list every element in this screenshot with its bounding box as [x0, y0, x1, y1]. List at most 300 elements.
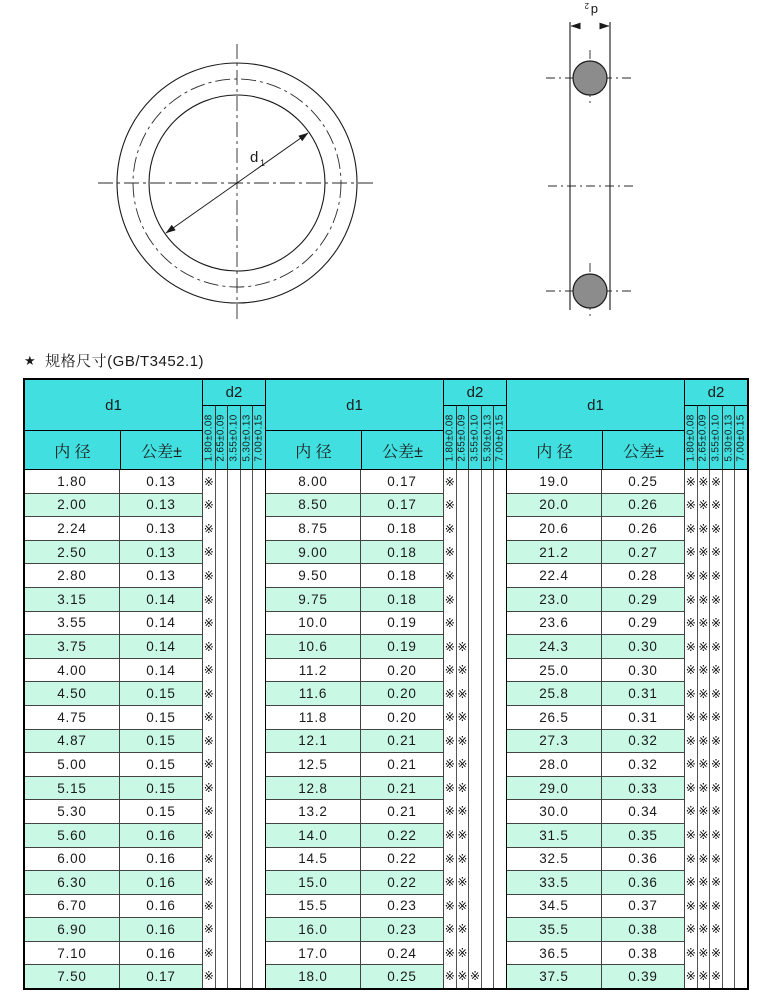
empty-mark-slot — [216, 941, 228, 965]
availability-mark: ※ — [698, 875, 709, 890]
empty-mark-slot — [228, 776, 240, 800]
empty-mark-slot — [241, 894, 253, 918]
table-row — [507, 635, 684, 659]
availability-mark: ※ — [710, 875, 722, 890]
empty-mark-slot — [253, 753, 265, 777]
empty-mark-slot — [216, 917, 228, 941]
d2-size-column-header — [456, 406, 469, 470]
availability-mark: ※ — [698, 710, 709, 725]
table-row — [25, 753, 202, 777]
availability-mark: ※ — [698, 663, 709, 678]
empty-mark-slot — [253, 517, 265, 541]
tolerance-cell: 0.16 — [146, 945, 176, 961]
table-row — [507, 682, 684, 706]
empty-mark-slot — [469, 917, 481, 941]
availability-mark: ※ — [685, 568, 696, 583]
availability-mark: ※ — [203, 922, 214, 937]
empty-mark-slot — [494, 682, 506, 706]
tolerance-cell: 0.38 — [628, 945, 658, 961]
d2-size-header-row — [203, 406, 265, 470]
empty-mark-slot — [253, 729, 265, 753]
inner-diameter-header: 内 径 — [266, 431, 362, 470]
empty-mark-slot — [735, 541, 747, 565]
empty-mark-slot — [482, 729, 494, 753]
table-row — [507, 753, 684, 777]
group-header — [25, 380, 265, 470]
empty-mark-slot — [241, 753, 253, 777]
d2-marks-column — [215, 470, 228, 988]
availability-mark: ※ — [710, 568, 722, 583]
availability-mark: ※ — [710, 804, 722, 819]
empty-mark-slot — [482, 564, 494, 588]
availability-mark: ※ — [203, 521, 214, 536]
empty-mark-slot — [228, 635, 240, 659]
table-row — [266, 635, 443, 659]
empty-mark-slot — [469, 682, 481, 706]
tolerance-cell: 0.26 — [628, 497, 658, 513]
table-group — [507, 380, 747, 988]
inner-diameter-cell: 2.80 — [25, 564, 120, 587]
tolerance-cell: 0.18 — [387, 544, 417, 560]
tolerance-cell: 0.31 — [628, 686, 658, 702]
empty-mark-slot — [469, 541, 481, 565]
availability-mark: ※ — [710, 969, 722, 984]
inner-diameter-cell: 22.4 — [507, 564, 602, 587]
availability-mark: ※ — [710, 474, 722, 489]
empty-mark-slot — [735, 470, 747, 494]
empty-mark-slot — [494, 894, 506, 918]
inner-diameter-cell: 1.80 — [25, 470, 120, 493]
table-row — [25, 659, 202, 683]
availability-mark: ※ — [710, 945, 722, 960]
section-title-text: 规格尺寸(GB/T3452.1) — [45, 353, 205, 370]
d1-header-cell: d1 — [266, 380, 443, 431]
availability-mark: ※ — [457, 875, 468, 890]
d2-dimension-label-group — [584, 1, 598, 18]
empty-mark-slot — [228, 753, 240, 777]
empty-mark-slot — [735, 870, 747, 894]
table-row — [25, 612, 202, 636]
empty-mark-slot — [482, 870, 494, 894]
inner-diameter-cell: 4.87 — [25, 730, 120, 753]
d2-marks-column — [227, 470, 240, 988]
tolerance-cell: 0.15 — [146, 733, 176, 749]
availability-mark: ※ — [710, 521, 722, 536]
availability-mark: ※ — [457, 639, 468, 654]
empty-mark-slot — [469, 870, 481, 894]
inner-diameter-cell: 11.2 — [266, 659, 361, 682]
tolerance-cell: 0.14 — [146, 591, 176, 607]
availability-mark: ※ — [457, 780, 468, 795]
availability-mark: ※ — [203, 875, 214, 890]
inner-diameter-cell: 12.8 — [266, 777, 361, 800]
empty-mark-slot — [482, 917, 494, 941]
inner-diameter-cell: 26.5 — [507, 706, 602, 729]
empty-mark-slot — [228, 588, 240, 612]
empty-mark-slot — [216, 494, 228, 518]
tolerance-cell: 0.16 — [146, 851, 176, 867]
availability-mark: ※ — [203, 898, 214, 913]
inner-diameter-cell: 12.1 — [266, 730, 361, 753]
table-row — [266, 730, 443, 754]
empty-mark-slot — [241, 611, 253, 635]
empty-mark-slot — [253, 917, 265, 941]
d1-header-cell: d1 — [507, 380, 684, 431]
inner-diameter-cell: 37.5 — [507, 965, 602, 988]
empty-mark-slot — [457, 494, 469, 518]
d2-size-header-row — [444, 406, 506, 470]
table-row — [507, 564, 684, 588]
d2-size-column-label: 1.80±0.08 — [444, 413, 456, 462]
empty-mark-slot — [253, 823, 265, 847]
availability-mark: ※ — [685, 733, 696, 748]
empty-mark-slot — [253, 964, 265, 988]
availability-mark: ※ — [685, 827, 696, 842]
empty-mark-slot — [735, 705, 747, 729]
availability-mark: ※ — [444, 498, 455, 513]
tolerance-cell: 0.36 — [628, 851, 658, 867]
availability-mark: ※ — [457, 945, 468, 960]
empty-mark-slot — [216, 658, 228, 682]
table-row — [25, 635, 202, 659]
availability-mark: ※ — [685, 521, 696, 536]
empty-mark-slot — [216, 800, 228, 824]
empty-mark-slot — [469, 894, 481, 918]
availability-mark: ※ — [698, 568, 709, 583]
empty-mark-slot — [228, 705, 240, 729]
d1-header-block — [266, 380, 444, 470]
empty-mark-slot — [241, 847, 253, 871]
empty-mark-slot — [723, 564, 735, 588]
empty-mark-slot — [735, 658, 747, 682]
inner-diameter-cell: 10.0 — [266, 612, 361, 635]
empty-mark-slot — [216, 564, 228, 588]
availability-mark: ※ — [203, 827, 214, 842]
d2-size-column-label: 3.55±0.10 — [710, 413, 722, 462]
empty-mark-slot — [469, 611, 481, 635]
empty-mark-slot — [482, 588, 494, 612]
availability-mark: ※ — [698, 616, 709, 631]
availability-mark: ※ — [444, 875, 455, 890]
empty-mark-slot — [469, 517, 481, 541]
table-row — [266, 965, 443, 988]
empty-mark-slot — [228, 494, 240, 518]
star-icon: ★ — [24, 352, 37, 368]
empty-mark-slot — [723, 541, 735, 565]
empty-mark-slot — [494, 776, 506, 800]
availability-mark: ※ — [203, 639, 214, 654]
empty-mark-slot — [723, 705, 735, 729]
tolerance-header: 公差± — [121, 431, 202, 470]
empty-mark-slot — [469, 658, 481, 682]
tolerance-cell: 0.13 — [146, 568, 176, 584]
empty-mark-slot — [241, 964, 253, 988]
availability-mark: ※ — [444, 568, 455, 583]
availability-mark: ※ — [685, 757, 696, 772]
empty-mark-slot — [735, 894, 747, 918]
tolerance-cell: 0.14 — [146, 662, 176, 678]
availability-mark: ※ — [444, 686, 455, 701]
table-row — [266, 612, 443, 636]
inner-diameter-cell: 28.0 — [507, 753, 602, 776]
availability-mark: ※ — [444, 733, 455, 748]
availability-mark: ※ — [710, 616, 722, 631]
empty-mark-slot — [216, 729, 228, 753]
empty-mark-slot — [228, 800, 240, 824]
tolerance-cell: 0.37 — [628, 898, 658, 914]
d2-size-column-label: 1.80±0.08 — [203, 413, 215, 462]
availability-mark: ※ — [444, 521, 455, 536]
availability-mark: ※ — [457, 827, 468, 842]
availability-mark: ※ — [685, 545, 696, 560]
table-row — [25, 895, 202, 919]
empty-mark-slot — [482, 753, 494, 777]
tolerance-cell: 0.21 — [387, 756, 417, 772]
table-row — [507, 588, 684, 612]
empty-mark-slot — [469, 823, 481, 847]
group-header — [507, 380, 747, 470]
tolerance-cell: 0.15 — [146, 709, 176, 725]
inner-diameter-cell: 6.70 — [25, 895, 120, 918]
empty-mark-slot — [216, 470, 228, 494]
empty-mark-slot — [469, 847, 481, 871]
table-row — [25, 942, 202, 966]
availability-mark: ※ — [685, 898, 696, 913]
d2-marks-column — [456, 470, 469, 988]
inner-diameter-cell: 23.6 — [507, 612, 602, 635]
inner-diameter-cell: 32.5 — [507, 848, 602, 871]
inner-diameter-cell: 36.5 — [507, 942, 602, 965]
table-row — [507, 918, 684, 942]
empty-mark-slot — [494, 705, 506, 729]
availability-mark: ※ — [710, 663, 722, 678]
inner-diameter-cell: 4.75 — [25, 706, 120, 729]
availability-mark: ※ — [698, 804, 709, 819]
availability-mark: ※ — [203, 851, 214, 866]
tolerance-cell: 0.17 — [387, 497, 417, 513]
section-title — [24, 350, 204, 371]
availability-mark: ※ — [444, 898, 455, 913]
empty-mark-slot — [482, 494, 494, 518]
table-row — [25, 682, 202, 706]
empty-mark-slot — [241, 870, 253, 894]
empty-mark-slot — [216, 776, 228, 800]
empty-mark-slot — [216, 517, 228, 541]
inner-diameter-cell: 25.0 — [507, 659, 602, 682]
inner-diameter-cell: 8.00 — [266, 470, 361, 493]
inner-diameter-cell: 24.3 — [507, 635, 602, 658]
d1-subheader-row — [507, 431, 684, 470]
d2-size-column-header — [734, 406, 747, 470]
availability-mark: ※ — [685, 969, 696, 984]
availability-mark: ※ — [457, 851, 468, 866]
availability-mark: ※ — [685, 616, 696, 631]
d2-size-column-header — [252, 406, 265, 470]
empty-mark-slot — [241, 682, 253, 706]
table-row — [25, 848, 202, 872]
empty-mark-slot — [457, 564, 469, 588]
availability-mark: ※ — [710, 780, 722, 795]
table-row — [266, 918, 443, 942]
inner-diameter-cell: 4.50 — [25, 682, 120, 705]
d2-header-cell: d2 — [685, 380, 747, 406]
empty-mark-slot — [216, 964, 228, 988]
d2-size-column-header — [722, 406, 735, 470]
empty-mark-slot — [494, 964, 506, 988]
table-row — [266, 494, 443, 518]
table-row — [507, 824, 684, 848]
empty-mark-slot — [723, 964, 735, 988]
group-body — [266, 470, 506, 988]
values-columns — [266, 470, 444, 988]
empty-mark-slot — [494, 753, 506, 777]
d2-header-block — [685, 380, 747, 470]
table-row — [25, 517, 202, 541]
d2-size-column-label: 7.00±0.15 — [735, 413, 747, 462]
availability-mark: ※ — [203, 710, 214, 725]
table-row — [25, 800, 202, 824]
availability-mark: ※ — [685, 498, 696, 513]
table-row — [507, 965, 684, 988]
d2-size-column-label: 3.55±0.10 — [469, 413, 481, 462]
empty-mark-slot — [253, 705, 265, 729]
table-row — [507, 895, 684, 919]
empty-mark-slot — [482, 635, 494, 659]
empty-mark-slot — [482, 611, 494, 635]
availability-mark: ※ — [685, 686, 696, 701]
inner-diameter-cell: 5.30 — [25, 800, 120, 823]
inner-diameter-cell: 20.6 — [507, 517, 602, 540]
empty-mark-slot — [469, 941, 481, 965]
inner-diameter-cell: 30.0 — [507, 800, 602, 823]
group-header — [266, 380, 506, 470]
d2-size-column-label: 3.55±0.10 — [228, 413, 240, 462]
tolerance-cell: 0.13 — [146, 544, 176, 560]
tolerance-cell: 0.18 — [387, 520, 417, 536]
tolerance-cell: 0.22 — [387, 827, 417, 843]
empty-mark-slot — [723, 682, 735, 706]
empty-mark-slot — [469, 705, 481, 729]
empty-mark-slot — [253, 941, 265, 965]
empty-mark-slot — [482, 894, 494, 918]
availability-mark: ※ — [457, 898, 468, 913]
inner-diameter-cell: 11.8 — [266, 706, 361, 729]
tolerance-cell: 0.30 — [628, 662, 658, 678]
availability-mark: ※ — [698, 733, 709, 748]
availability-mark: ※ — [698, 521, 709, 536]
inner-diameter-header: 内 径 — [507, 431, 603, 470]
empty-mark-slot — [457, 470, 469, 494]
availability-mark: ※ — [457, 757, 468, 772]
empty-mark-slot — [735, 517, 747, 541]
inner-diameter-header: 内 径 — [25, 431, 121, 470]
availability-mark: ※ — [698, 780, 709, 795]
inner-diameter-cell: 6.00 — [25, 848, 120, 871]
empty-mark-slot — [216, 588, 228, 612]
availability-mark: ※ — [444, 592, 455, 607]
inner-diameter-cell: 9.00 — [266, 541, 361, 564]
empty-mark-slot — [482, 823, 494, 847]
availability-mark: ※ — [457, 922, 468, 937]
d2-marks-columns — [203, 470, 265, 988]
table-group — [266, 380, 507, 988]
tolerance-cell: 0.15 — [146, 756, 176, 772]
availability-mark: ※ — [444, 710, 455, 725]
inner-diameter-cell: 29.0 — [507, 777, 602, 800]
empty-mark-slot — [723, 494, 735, 518]
empty-mark-slot — [735, 611, 747, 635]
empty-mark-slot — [482, 470, 494, 494]
tolerance-cell: 0.30 — [628, 638, 658, 654]
d2-size-column-label: 5.30±0.13 — [241, 413, 253, 462]
availability-mark: ※ — [203, 592, 214, 607]
tolerance-cell: 0.13 — [146, 520, 176, 536]
inner-diameter-cell: 25.8 — [507, 682, 602, 705]
table-row — [507, 541, 684, 565]
empty-mark-slot — [723, 588, 735, 612]
inner-diameter-cell: 31.5 — [507, 824, 602, 847]
table-row — [25, 824, 202, 848]
d2-marks-column — [468, 470, 481, 988]
empty-mark-slot — [457, 611, 469, 635]
spec-table — [23, 378, 749, 990]
empty-mark-slot — [735, 847, 747, 871]
empty-mark-slot — [228, 847, 240, 871]
d1-header-block — [507, 380, 685, 470]
availability-mark: ※ — [444, 804, 455, 819]
tolerance-cell: 0.32 — [628, 756, 658, 772]
inner-diameter-cell: 9.75 — [266, 588, 361, 611]
empty-mark-slot — [723, 611, 735, 635]
table-row — [25, 470, 202, 494]
availability-mark: ※ — [203, 804, 214, 819]
empty-mark-slot — [216, 635, 228, 659]
d1-dimension-subscript: 1 — [260, 158, 266, 168]
table-row — [507, 848, 684, 872]
availability-mark: ※ — [710, 686, 722, 701]
empty-mark-slot — [494, 541, 506, 565]
empty-mark-slot — [494, 823, 506, 847]
empty-mark-slot — [216, 753, 228, 777]
empty-mark-slot — [482, 964, 494, 988]
empty-mark-slot — [494, 800, 506, 824]
inner-diameter-cell: 8.75 — [266, 517, 361, 540]
availability-mark: ※ — [444, 545, 455, 560]
empty-mark-slot — [723, 894, 735, 918]
tolerance-header: 公差± — [603, 431, 684, 470]
tolerance-cell: 0.38 — [628, 922, 658, 938]
empty-mark-slot — [482, 658, 494, 682]
empty-mark-slot — [228, 729, 240, 753]
d2-marks-column — [203, 470, 215, 988]
table-row — [507, 659, 684, 683]
availability-mark: ※ — [457, 663, 468, 678]
availability-mark: ※ — [710, 827, 722, 842]
inner-diameter-cell: 2.24 — [25, 517, 120, 540]
empty-mark-slot — [253, 682, 265, 706]
availability-mark: ※ — [685, 780, 696, 795]
table-row — [25, 965, 202, 988]
empty-mark-slot — [494, 611, 506, 635]
d2-header-cell: d2 — [444, 380, 506, 406]
tolerance-cell: 0.19 — [387, 615, 417, 631]
d2-marks-column — [493, 470, 506, 988]
empty-mark-slot — [253, 494, 265, 518]
availability-mark: ※ — [457, 733, 468, 748]
tolerance-cell: 0.17 — [146, 969, 176, 985]
table-row — [266, 800, 443, 824]
values-columns — [25, 470, 203, 988]
